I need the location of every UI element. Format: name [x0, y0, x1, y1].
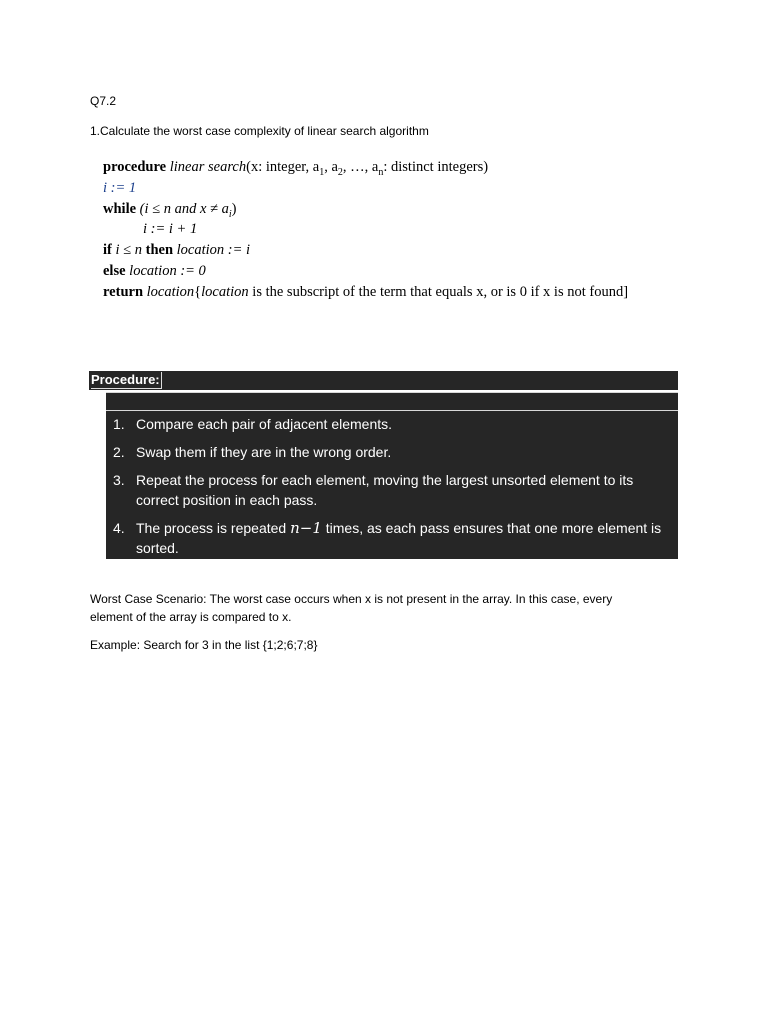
- if-assignment: location := i: [176, 242, 251, 259]
- pseudo-line-7: [103, 282, 628, 303]
- pseudo-line-4: i := i + 1: [143, 221, 198, 238]
- keyword-procedure: procedure: [103, 159, 167, 175]
- step-text: Swap them if they are in the wrong order.: [136, 444, 392, 460]
- while-close: ): [231, 200, 237, 217]
- pseudo-line-6: [103, 261, 628, 282]
- procedure-name: linear search: [169, 159, 247, 175]
- keyword-while: while: [103, 200, 137, 217]
- procedure-header-label: Procedure:: [91, 372, 160, 387]
- while-condition: (i ≤ n and x ≠ a: [139, 200, 229, 217]
- comment-open: {: [194, 283, 202, 300]
- keyword-then: then: [145, 242, 174, 259]
- return-value: location: [146, 283, 195, 300]
- step-text: Compare each pair of adjacent elements.: [136, 416, 393, 432]
- else-assignment: location := 0: [129, 262, 206, 279]
- step-text-before: The process is repeated: [136, 520, 291, 536]
- step-number: 4.: [113, 520, 125, 536]
- comment-text: is the subscript of the term that equals x, or is 0 if x is not found: [248, 283, 624, 300]
- if-condition: i ≤ n: [115, 242, 142, 259]
- procedure-step: [106, 470, 678, 510]
- pseudo-line-3: [103, 199, 628, 220]
- step-number: 2.: [113, 444, 125, 460]
- question-label: Q7.2: [90, 94, 117, 108]
- params-tail: : distinct integers): [383, 159, 489, 175]
- procedure-step: [106, 414, 678, 434]
- pseudo-line-1: [103, 157, 628, 178]
- keyword-else: else: [103, 262, 126, 279]
- pseudo-line-5: [103, 240, 628, 261]
- procedure-step: [106, 442, 678, 462]
- step-number: 1.: [113, 416, 125, 432]
- procedure-steps-box: [106, 410, 678, 559]
- subscript: i: [228, 208, 232, 220]
- pseudocode-block: [103, 157, 628, 303]
- comment-var: location: [201, 283, 249, 300]
- step-math: n−1: [290, 519, 322, 537]
- params-mid: , …, a: [342, 159, 379, 175]
- procedure-params: (x: integer, a: [246, 159, 320, 175]
- procedure-header-bar: [89, 371, 678, 390]
- subscript: 1: [319, 166, 325, 178]
- comment-close: ]: [623, 283, 629, 300]
- example-paragraph: Example: Search for 3 in the list {1;2;6;7;8}: [90, 638, 318, 652]
- step-number: 3.: [113, 472, 125, 488]
- question-title: 1.Calculate the worst case complexity of linear search algorithm: [90, 124, 429, 138]
- procedure-spacer-row: [106, 392, 678, 410]
- procedure-step: [106, 518, 678, 558]
- procedure-steps-list: [106, 411, 678, 558]
- params-mid: , a: [324, 159, 338, 175]
- subscript: 2: [337, 166, 343, 178]
- subscript: n: [378, 166, 384, 178]
- pseudo-line-2: i := 1: [103, 179, 137, 196]
- step-text-after: times, as each pass ensures that one more element is sorted.: [136, 520, 662, 556]
- keyword-return: return: [103, 283, 144, 300]
- step-text: Repeat the process for each element, moving the largest unsorted element to its correct position in each pass.: [136, 472, 634, 508]
- worst-case-paragraph: Worst Case Scenario: The worst case occurs when x is not present in the array. In this case, every element of the array is compared to x.: [90, 592, 613, 624]
- keyword-if: if: [103, 242, 112, 259]
